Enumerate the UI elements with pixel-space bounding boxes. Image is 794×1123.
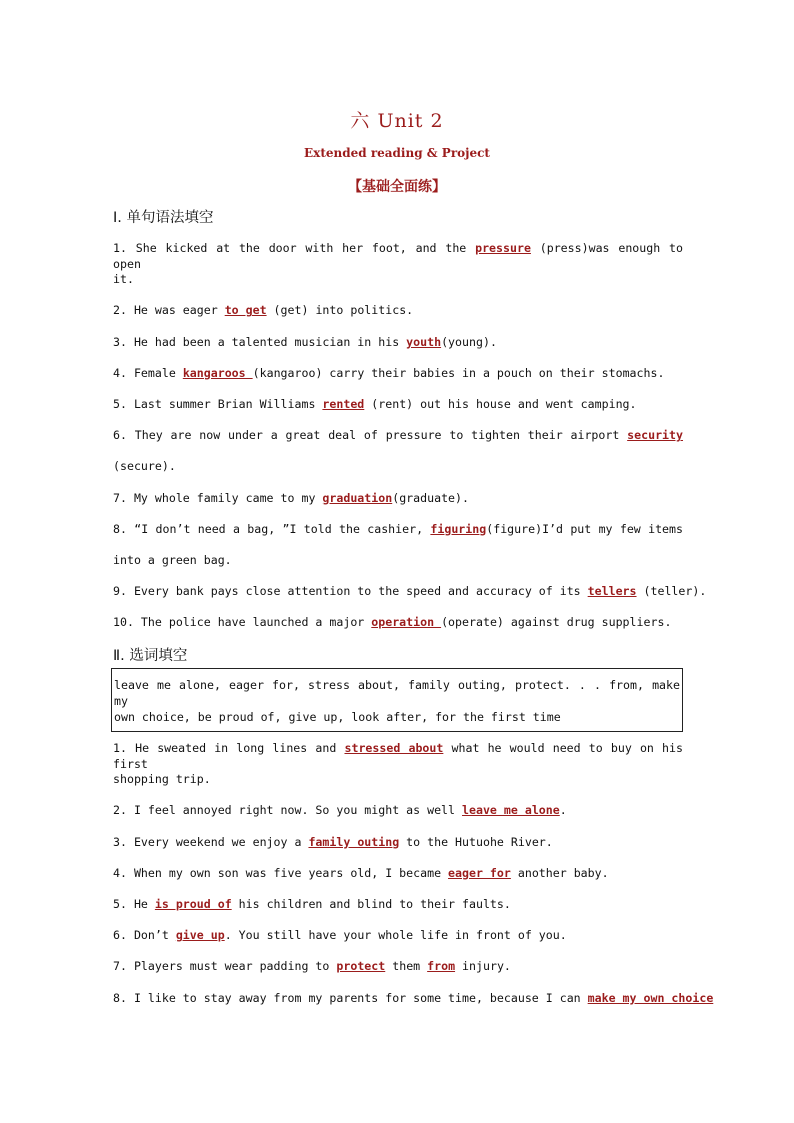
exercise-item — [113, 396, 683, 412]
item-text: 2. He was eager — [113, 303, 225, 318]
answer-blank: tellers — [587, 584, 637, 599]
exercise-item — [113, 583, 707, 599]
item-text: 4. When my own son was five years old, I became — [113, 865, 449, 880]
answer-blank: security — [627, 428, 683, 443]
exercise-item — [113, 865, 683, 881]
item-text: another baby. — [510, 865, 609, 880]
unit-title: 六 Unit 2 — [350, 110, 444, 132]
exercise-item — [113, 521, 683, 537]
item-text: to the Hutuohe River. — [399, 834, 553, 849]
item-text: 6. Don’t — [113, 928, 176, 943]
answer-blank: protect — [336, 959, 386, 974]
answer-blank: is proud of — [154, 897, 232, 911]
word-bank-line: leave me alone, eager for, stress about, family outing, protect. . . from, make my — [114, 678, 680, 708]
exercise-item — [113, 334, 683, 350]
exercise-item — [113, 490, 683, 506]
item-continuation — [113, 552, 683, 568]
item-text: 5. He — [113, 897, 155, 911]
item-text: what he would need to buy on his first — [113, 741, 683, 771]
item-text: into a green bag. — [113, 553, 232, 567]
exercise-item — [113, 834, 683, 850]
item-continuation — [113, 771, 683, 787]
exercise-item — [113, 896, 683, 912]
exercise-item — [113, 740, 683, 772]
item-text: 8. I like to stay away from my parents for some time, because I can — [113, 990, 588, 1005]
item-text: 7. Players must wear padding to — [113, 959, 337, 974]
exercise-item — [113, 927, 683, 943]
item-text: injury. — [455, 959, 511, 974]
section1-heading: Ⅰ. 单句语法填空 — [113, 210, 214, 226]
word-bank-box — [111, 668, 683, 732]
item-text: . — [559, 803, 567, 818]
item-text: 2. I feel annoyed right now. So you might as well — [113, 803, 463, 818]
exercise-item — [113, 240, 683, 272]
answer-blank: leave me alone — [462, 803, 560, 818]
word-bank-line: own choice, be proud of, give up, look after, for the first time — [114, 710, 561, 724]
item-text: (kangaroo) carry their babies in a pouch on their stomachs. — [252, 365, 665, 380]
item-text: 3. He had been a talented musician in his — [113, 334, 407, 349]
answer-blank: give up — [175, 928, 225, 943]
answer-blank: figuring — [430, 521, 487, 536]
answer-blank: from — [427, 959, 456, 974]
item-text: (press)was enough to open — [113, 241, 683, 271]
item-text: (get) into politics. — [266, 303, 414, 318]
answer-blank: kangaroos — [182, 365, 253, 380]
item-text: 8. “I don’t need a bag, ”I told the cashier, — [113, 521, 431, 536]
item-text: 5. Last summer Brian Williams — [113, 397, 323, 411]
item-text: 3. Every weekend we enjoy a — [113, 834, 309, 849]
answer-blank: stressed about — [344, 741, 444, 755]
exercise-item — [113, 990, 714, 1006]
exercise-item — [113, 365, 683, 381]
item-text: (graduate). — [392, 490, 469, 505]
exercise-item — [113, 958, 683, 974]
item-text: (operate) against drug suppliers. — [441, 615, 672, 630]
item-continuation — [113, 458, 683, 474]
item-text: his children and blind to their faults. — [231, 897, 511, 911]
answer-blank: rented — [322, 397, 365, 411]
exercise-item — [113, 302, 683, 318]
item-text: them — [385, 959, 428, 974]
item-text: (rent) out his house and went camping. — [364, 397, 637, 411]
item-text: 10. The police have launched a major — [113, 615, 372, 630]
lesson-subtitle: Extended reading & Project — [304, 146, 490, 160]
answer-blank: eager for — [448, 865, 511, 880]
item-text: (teller). — [636, 584, 707, 599]
item-text: 9. Every bank pays close attention to the speed and accuracy of its — [113, 584, 588, 599]
answer-blank: make my own choice — [587, 990, 714, 1005]
exercise-item — [113, 802, 683, 818]
item-text: it. — [113, 272, 134, 287]
item-text: 4. Female — [113, 365, 183, 380]
item-text: 1. She kicked at the door with her foot, and the — [113, 241, 476, 255]
item-text: shopping trip. — [113, 772, 211, 787]
item-text: (young). — [441, 334, 497, 349]
answer-blank: operation — [371, 615, 442, 630]
item-continuation — [113, 271, 683, 287]
section2-heading: Ⅱ. 选词填空 — [113, 648, 188, 664]
answer-blank: youth — [406, 334, 442, 349]
item-text: 7. My whole family came to my — [113, 490, 323, 505]
item-text: . You still have your whole life in front of you. — [224, 928, 567, 943]
item-text: (secure). — [113, 459, 176, 474]
item-text: 1. He sweated in long lines and — [113, 741, 345, 755]
answer-blank: pressure — [475, 241, 531, 255]
answer-blank: to get — [224, 303, 267, 318]
practice-heading: 【基础全面练】 — [348, 179, 446, 195]
item-text: 6. They are now under a great deal of pressure to tighten their airport — [113, 428, 628, 443]
answer-blank: graduation — [322, 490, 393, 505]
exercise-item — [113, 427, 683, 443]
exercise-item — [113, 614, 683, 630]
item-text: (figure)I’d put my few items — [486, 521, 683, 536]
answer-blank: family outing — [308, 834, 400, 849]
